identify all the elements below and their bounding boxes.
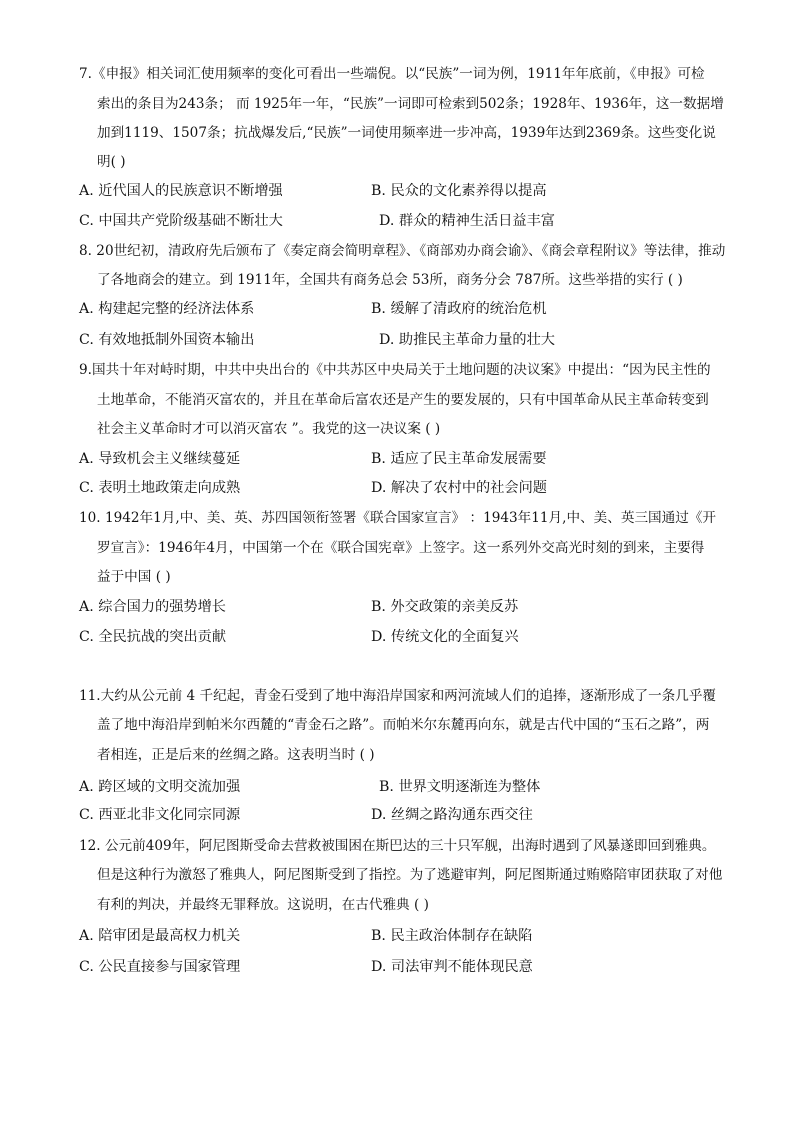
- question-8-option-b: B. 缓解了清政府的统治危机: [371, 301, 547, 317]
- question-11-stem-line-2: 盖了地中海沿岸到帕米尔西麓的“青金石之路”。而帕米尔东麓再向东，就是古代中国的“玉石之路”，两: [97, 717, 710, 733]
- question-12-stem-line-3: 有利的判决，并最终无罪释放。这说明，在古代雅典 ( ): [97, 897, 429, 913]
- question-7-option-d: D. 群众的精神生活日益丰富: [379, 213, 555, 229]
- question-11-option-a: A. 跨区域的文明交流加强: [79, 779, 241, 795]
- question-11-option-d: D. 丝绸之路沟通东西交往: [371, 807, 533, 823]
- question-8-option-a: A. 构建起完整的经济法体系: [79, 301, 255, 317]
- question-9-option-b: B. 适应了民主革命发展需要: [371, 451, 547, 467]
- question-7-stem-line-2: 索出的条目为243条； 而 1925年一年，“民族”一词即可检索到502条；1928年、1936年，这一数据增: [97, 96, 724, 112]
- question-7-option-b: B. 民众的文化素养得以提高: [371, 183, 547, 199]
- question-10-stem-line-3: 益于中国 ( ): [97, 569, 171, 585]
- question-8-stem-line-2: 了各地商会的建立。到 1911年，全国共有商务总会 53所，商务分会 787所。这些举措的实行 ( ): [97, 272, 683, 288]
- question-10-stem-line-2: 罗宣言》：1946年4月，中国第一个在《联合国宪章》上签字。这一系列外交高光时刻的到来，主要得: [97, 540, 705, 556]
- question-8-option-d: D. 助推民主革命力量的壮大: [379, 332, 555, 348]
- question-9-stem-line-3: 社会主义革命时才可以消灭富农 ”。我党的这一决议案 ( ): [97, 421, 441, 437]
- question-7-stem-line-4: 明( ): [97, 154, 126, 170]
- question-12-stem-line-2: 但是这种行为激怒了雅典人，阿尼图斯受到了指控。为了逃避审判，阿尼图斯通过贿赂陪审团获取了对他: [97, 867, 723, 883]
- question-12-stem-line-1: 12. 公元前409年，阿尼图斯受命去营救被围困在斯巴达的三十只军舰，出海时遇到了风暴遂即回到雅典。: [79, 838, 716, 854]
- question-10-option-c: C. 全民抗战的突出贡献: [79, 629, 227, 645]
- question-12-option-a: A. 陪审团是最高权力机关: [79, 928, 241, 944]
- question-10-stem-line-1: 10. 1942年1月,中、美、英、苏四国领衔签署《联合国家宣言》 ：1943年11月,中、美、英三国通过《开: [79, 510, 717, 526]
- question-8-stem-line-1: 8. 20世纪初，清政府先后颁布了《奏定商会简明章程》、《商部劝办商会谕》、《商会章程附议》等法律，推动: [79, 243, 726, 259]
- question-12-option-b: B. 民主政治体制存在缺陷: [371, 928, 533, 944]
- question-9-option-d: D. 解决了农村中的社会问题: [371, 480, 547, 496]
- question-10-option-d: D. 传统文化的全面复兴: [371, 629, 519, 645]
- question-12-option-c: C. 公民直接参与国家管理: [79, 959, 241, 975]
- question-12-option-d: D. 司法审判不能体现民意: [371, 959, 533, 975]
- question-7-option-a: A. 近代国人的民族意识不断增强: [79, 183, 283, 199]
- question-7-stem-line-1: 7.《申报》相关词汇使用频率的变化可看出一些端倪。以“民族”一词为例，1911年年底前，《申报》可检: [79, 66, 705, 82]
- question-9-option-a: A. 导致机会主义继续蔓延: [79, 451, 241, 467]
- question-11-stem-line-3: 者相连，正是后来的丝绸之路。这表明当时 ( ): [97, 747, 375, 763]
- question-8-option-c: C. 有效地抵制外国资本输出: [79, 332, 255, 348]
- question-9-option-c: C. 表明土地政策走向成熟: [79, 480, 241, 496]
- question-11-option-b: B. 世界文明逐渐连为整体: [379, 779, 541, 795]
- question-7-stem-line-3: 加到1119、1507条；抗战爆发后,“民族”一词使用频率进一步冲高，1939年达到2369条。这些变化说: [97, 125, 716, 141]
- question-9-stem-line-2: 土地革命，不能消灭富农的，并且在革命后富农还是产生的要发展的，只有中国革命从民主革命转变到: [97, 392, 709, 408]
- question-9-stem-line-1: 9.国共十年对峙时期，中共中央出台的《中共苏区中央局关于土地问题的决议案》中提出：“因为民主性的: [79, 362, 711, 378]
- question-10-option-a: A. 综合国力的强势增长: [79, 599, 226, 615]
- question-10-option-b: B. 外交政策的亲美反苏: [371, 599, 519, 615]
- question-7-option-c: C. 中国共产党阶级基础不断壮大: [79, 213, 283, 229]
- question-11-stem-line-1: 11.大约从公元前 4 千纪起，青金石受到了地中海沿岸国家和两河流域人们的追捧，逐渐形成了一条几乎覆: [79, 688, 717, 704]
- question-11-option-c: C. 西亚北非文化同宗同源: [79, 807, 241, 823]
